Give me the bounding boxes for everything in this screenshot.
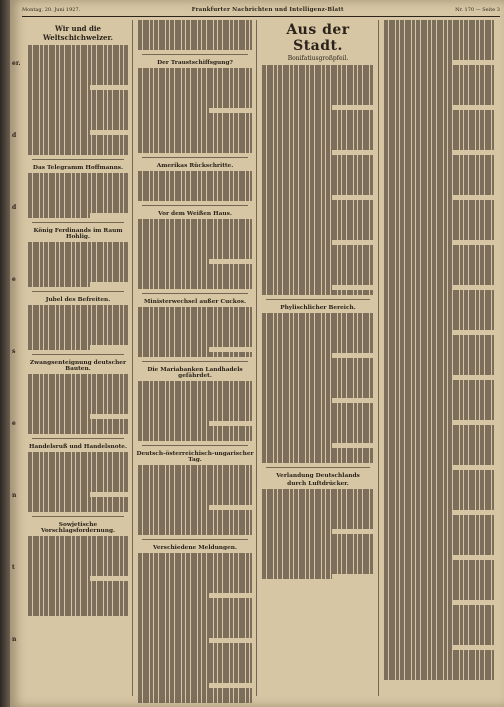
text-line: [262, 458, 374, 463]
article-separator: [32, 291, 124, 292]
text-line: [262, 574, 332, 579]
article-heading: Amerikas Rückschritte.: [156, 163, 234, 169]
column-3: [260, 20, 376, 579]
column-4: [382, 20, 496, 680]
article-separator: [142, 205, 248, 206]
article-separator: [266, 299, 370, 300]
article-separator: [142, 539, 248, 540]
sliver-fragment: e: [12, 420, 16, 427]
column-rule: [378, 20, 379, 696]
sliver-fragment: t: [12, 564, 15, 571]
running-head-page: Nr. 170 — Seite 3: [455, 7, 500, 13]
text-line: [138, 284, 252, 289]
column-1: [26, 20, 130, 616]
page-binding-edge: [0, 0, 10, 707]
article-separator: [142, 361, 248, 362]
column-rule: [256, 20, 257, 696]
text-line: [138, 196, 252, 201]
sliver-fragment: n: [12, 492, 17, 499]
article-heading: Der Traustschiffsgung?: [157, 60, 233, 66]
text-line: [28, 429, 128, 434]
running-head-date: Montag, 20. Juni 1927.: [22, 7, 81, 13]
article-heading: Deutsch-österreichisch-ungarischer Tag.: [136, 451, 254, 463]
sliver-fragment: e: [12, 276, 16, 283]
article-heading: Phylischlicher Bereich.: [280, 305, 356, 311]
text-line: [28, 345, 90, 350]
article-subheading: durch Luftdrücker.: [287, 481, 349, 487]
article-separator: [32, 159, 124, 160]
text-line: [138, 352, 252, 357]
running-head: [22, 4, 500, 17]
article-separator: [32, 516, 124, 517]
article-separator: [142, 293, 248, 294]
article-heading: Sowjetische Vorschlagsfordernung.: [40, 522, 116, 534]
article-heading: Wir und die Weltschichwelzer.: [43, 24, 113, 42]
running-head-masthead: Frankfurter Nachrichten und Intelligenz-Blatt: [191, 7, 344, 13]
text-line: [28, 507, 128, 512]
sliver-fragment: d: [12, 132, 17, 139]
article-heading: Jubel des Befreiten.: [45, 297, 111, 303]
article-heading: Ministerwechsel außer Cuckos.: [144, 299, 246, 305]
article-heading: Verschiedene Meldungen.: [152, 545, 238, 551]
text-line: [138, 436, 252, 441]
article-separator: [142, 54, 248, 55]
article-separator: [32, 222, 124, 223]
column-rule: [132, 20, 133, 696]
text-line: [262, 290, 374, 295]
text-line: [28, 213, 90, 218]
section-subtitle: Bonifatiusgroßpfeil.: [287, 55, 349, 62]
article-heading: Die Mariabanken Landhadels gefährdet.: [147, 367, 243, 379]
sliver-fragment: er.: [12, 60, 21, 67]
sliver-fragment: d: [12, 204, 17, 211]
article-separator: [266, 467, 370, 468]
article-heading: König Ferdinands im Raum Hohlig.: [33, 228, 123, 240]
text-line: [28, 611, 128, 616]
text-line: [138, 148, 252, 153]
article-heading: Zwangsenteignung deutscher Bauten.: [29, 360, 127, 372]
article-separator: [142, 445, 248, 446]
article-heading: Das Telegramm Hoffmanns.: [32, 165, 124, 171]
text-line: [28, 150, 128, 155]
article-separator: [32, 354, 124, 355]
sliver-fragment: s: [12, 348, 16, 355]
text-line: [138, 45, 252, 50]
column-2: [136, 20, 254, 703]
article-heading: Verlandung Deutschlands: [276, 473, 360, 479]
section-title: Aus der Stadt.: [286, 22, 350, 54]
text-line: [384, 675, 494, 680]
text-line: [138, 530, 252, 535]
article-heading: Handelsruß und Handelsnote.: [29, 444, 127, 450]
previous-page-sliver: [12, 20, 24, 700]
text-line: [138, 698, 252, 703]
sliver-fragment: n: [12, 636, 17, 643]
article-separator: [32, 438, 124, 439]
article-heading: Vor dem Weißen Haus.: [158, 211, 232, 217]
article-separator: [142, 157, 248, 158]
text-line: [28, 282, 90, 287]
